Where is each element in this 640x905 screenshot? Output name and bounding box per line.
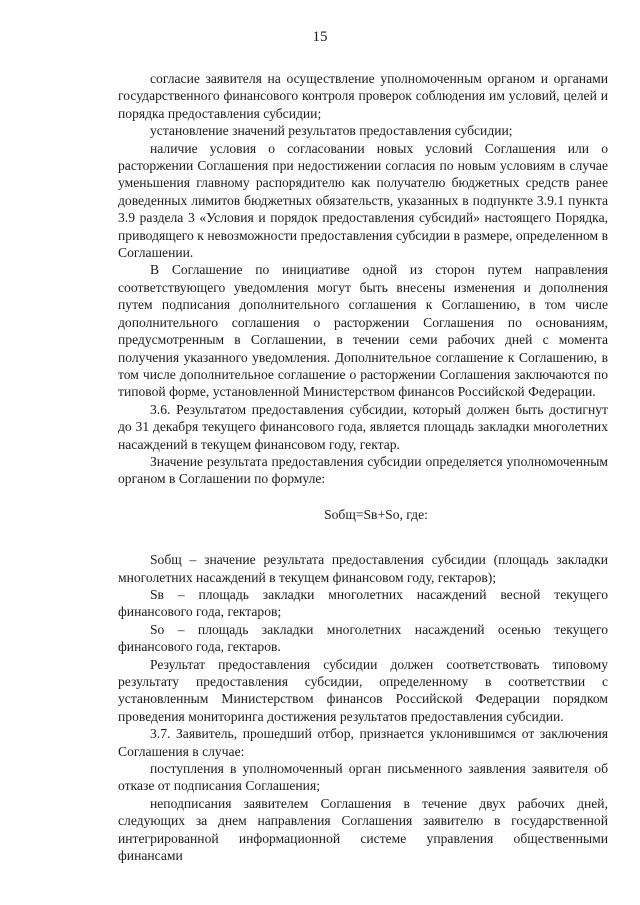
paragraph: Sв – площадь закладки многолетних насаждений весной текущего финансового года, гектаров; bbox=[118, 586, 608, 620]
paragraph: поступления в уполномоченный орган письменного заявления заявителя об отказе от подписания Соглашения; bbox=[118, 761, 608, 794]
document-body bbox=[118, 70, 608, 864]
paragraph: согласие заявителя на осуществление уполномоченным органом и органами государственного финансового контроля проверок соблюдения им условий, целей и порядка предоставления субсидии; bbox=[118, 71, 608, 121]
paragraph: Значение результата предоставления субсидии определяется уполномоченным органом в Соглашении по формуле: bbox=[118, 453, 608, 487]
paragraph: неподписания заявителем Соглашения в течение двух рабочих дней, следующих за днем направления Соглашения заявителю в государственной интегрированной информационной системе управления общественными финансами bbox=[118, 795, 608, 864]
paragraph: Результат предоставления субсидии должен соответствовать типовому результату предоставления субсидии, определенному в соответствии с установленным Министерством финансов Российской Федерации порядком проведения мониторинга достижения результатов предоставления субсидии. bbox=[118, 656, 608, 724]
page-number: 15 bbox=[312, 29, 328, 45]
paragraph: В Соглашение по инициативе одной из сторон путем направления соответствующего уведомления могут быть внесены изменения и дополнения путем подписания дополнительного соглашения к Соглашению, в том числе дополнительного соглашения о расторжении Соглашения по основаниям, предусмотренным в Соглашении, в течении семи рабочих дней с момента получения указанного уведомления. Дополнительное соглашение к Соглашению, в том числе дополнительное соглашение о расторжении Соглашения заключаются по типовой форме, установленной Министерством финансов Российской Федерации. bbox=[118, 262, 608, 400]
paragraph: наличие условия о согласовании новых условий Соглашения или о расторжении Соглашения при недостижении согласия по новым условиям в случае уменьшения главному распорядителю как получателю бюджетных средств ранее доведенных лимитов бюджетных обязательств, указанных в подпункте 3.9.1 пункта 3.9 раздела 3 «Условия и порядок предоставления субсидий» настоящего Порядка, приводящего к невозможности предоставления субсидии в размере, определенном в Соглашении. bbox=[118, 140, 608, 261]
paragraph: Sобщ – значение результата предоставления субсидии (площадь закладки многолетних насаждений в текущем финансовом году, гектаров); bbox=[118, 552, 608, 585]
paragraph: 3.7. Заявитель, прошедший отбор, признается уклонившимся от заключения Соглашения в случае: bbox=[118, 726, 608, 759]
paragraph: 3.6. Результатом предоставления субсидии, который должен быть достигнут до 31 декабря текущего финансового года, является площадь закладки многолетних насаждений в текущем финансовом году, гектар. bbox=[118, 401, 608, 452]
paragraph: So – площадь закладки многолетних насаждений осенью текущего финансового года, гектаров. bbox=[118, 621, 608, 655]
formula: Sобщ=Sв+So, где: bbox=[324, 506, 428, 522]
paragraph: установление значений результатов предоставления субсидии; bbox=[150, 123, 513, 139]
